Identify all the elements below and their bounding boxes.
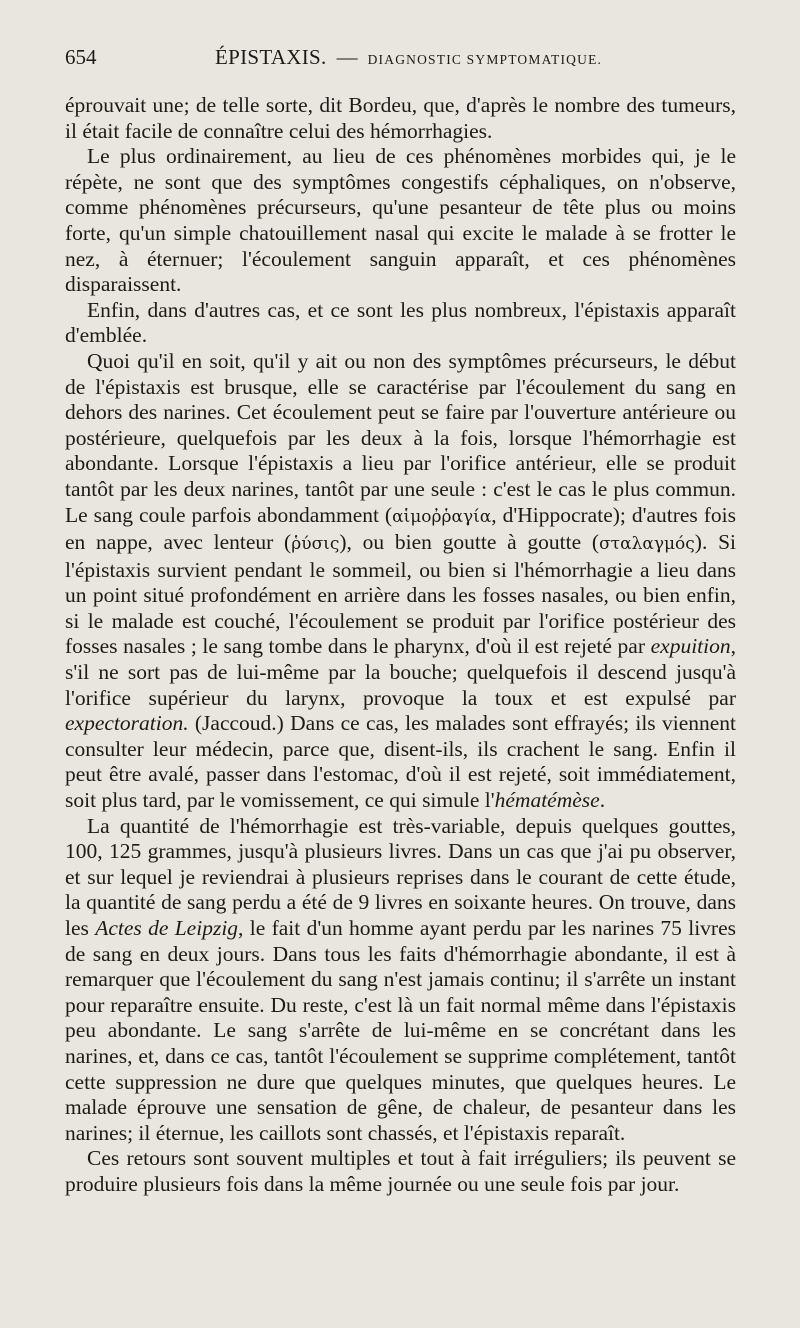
paragraph-4-text-e: , s'il ne sort pas de lui-même par la bouche; quelquefois il descend jusqu'à l'orifice supérieur du larynx, provoque la toux et est expulsé par: [65, 634, 736, 710]
paragraph-2: Le plus ordinairement, au lieu de ces phénomènes morbides qui, je le répète, ne sont que des symptômes congestifs céphaliques, on n'observe, comme phénomènes précurseurs, qu'une pesanteur de tête plus ou moins forte, qu'un simple chatouillement nasal qui excite le malade à se frotter le nez, à éternuer; l'écoulement sanguin apparaît, et ces phénomènes disparaissent.: [65, 144, 736, 297]
body-text: [65, 93, 736, 1198]
italic-term-expectoration: expectoration.: [65, 711, 189, 736]
paragraph-4-text-g: .: [599, 788, 606, 813]
paragraph-4-text-b: , d'Hippocrate); d'autres fois en nappe, avec lenteur (: [65, 502, 736, 555]
paragraph-4-text-d: ). Si l'épistaxis survient pendant le sommeil, ou bien si l'hémorrhagie a lieu dans un point situé profondément en arrière dans les fosses nasales, ou bien enfin, si le malade est couché, l'écoulement se produit par l'orifice postérieur des fosses nasales ; le sang tombe dans le pharynx, d'où il est rejeté par: [65, 530, 737, 659]
section-subtitle: DIAGNOSTIC SYMPTOMATIQUE.: [367, 52, 603, 67]
greek-term-stalagmos: σταλαγμός: [599, 534, 695, 555]
paragraph-4: [65, 349, 736, 814]
paragraph-3: Enfin, dans d'autres cas, et ce sont les plus nombreux, l'épistaxis apparaît d'emblée.: [65, 297, 736, 348]
chapter-title: ÉPISTAXIS.: [215, 45, 327, 69]
paragraph-1: éprouvait une; de telle sorte, dit Bordeu, que, d'après le nombre des tumeurs, il était facile de connaître celui des hémorrhagies.: [65, 93, 736, 143]
page-number: 654: [65, 45, 97, 69]
greek-term-haimorrhagia: αἱμοῤῥαγία: [392, 506, 492, 527]
paragraph-4-text-a: Quoi qu'il en soit, qu'il y ait ou non des symptômes précurseurs, le début de l'épistaxis est brusque, elle se caractérise par l'écoulement du sang en dehors des narines. Cet écoulement peut se faire par l'ouverture antérieure ou postérieure, quelquefois par les deux à la fois, lorsque l'hémorrhagie est abondante. Lorsque l'épistaxis a lieu par l'orifice antérieur, elle se produit tantôt par les deux narines, tantôt par une seule : c'est le cas le plus commun. Le sang coule parfois abondamment (: [65, 348, 736, 527]
italic-term-expuition: expuition: [650, 634, 731, 659]
paragraph-4-text-f: (Jaccoud.) Dans ce cas, les malades sont effrayés; ils viennent consulter leur médecin, parce que, disent-ils, ils crachent le sang. Enfin il peut être avalé, passer dans l'estomac, d'où il est rejeté, soit immédiatement, soit plus tard, par le vomissement, ce qui simule l': [65, 711, 736, 813]
paragraph-4-text-c: ), ou bien goutte à goutte (: [339, 530, 600, 555]
paragraph-5-text-b: , le fait d'un homme ayant perdu par les narines 75 livres de sang en deux jours. Dans tous les faits d'hémorrhagie abondante, il est à remarquer que l'écoulement du sang n'est jamais continu; il s'arrête un instant pour reparaître ensuite. Du reste, c'est là un fait normal même dans l'épistaxis peu abondante. Le sang s'arrête de lui-même en se concrétant dans les narines, et, dans ce cas, tantôt l'écoulement se supprime complétement, tantôt cette suppression ne dure que quelques minutes, que quelques heures. Le malade éprouve une sensation de gêne, de chaleur, de pesanteur dans les narines; il éternue, les caillots sont chassés, et l'épistaxis reparaît.: [65, 916, 736, 1145]
running-head: [65, 44, 736, 73]
paragraph-6: Ces retours sont souvent multiples et tout à fait irréguliers; ils peuvent se produire plusieurs fois dans la même journée ou une seule fois par jour.: [65, 1146, 736, 1196]
greek-term-rhysis: ῥύσις: [291, 534, 340, 555]
header-separator: —: [336, 45, 358, 69]
italic-term-hematemese: hématémèse: [494, 788, 600, 813]
italic-title-actes-de-leipzig: Actes de Leipzig: [95, 916, 239, 940]
paragraph-5: [65, 814, 736, 1147]
paragraph-5-text-a: La quantité de l'hémorrhagie est très-variable, depuis quelques gouttes, 100, 125 grammes, jusqu'à plusieurs livres. Dans un cas que j'ai pu observer, et sur lequel je reviendrai à plusieurs reprises dans le courant de cette étude, la quantité de sang perdu a été de 9 livres en soixante heures. On trouve, dans les: [65, 813, 736, 940]
